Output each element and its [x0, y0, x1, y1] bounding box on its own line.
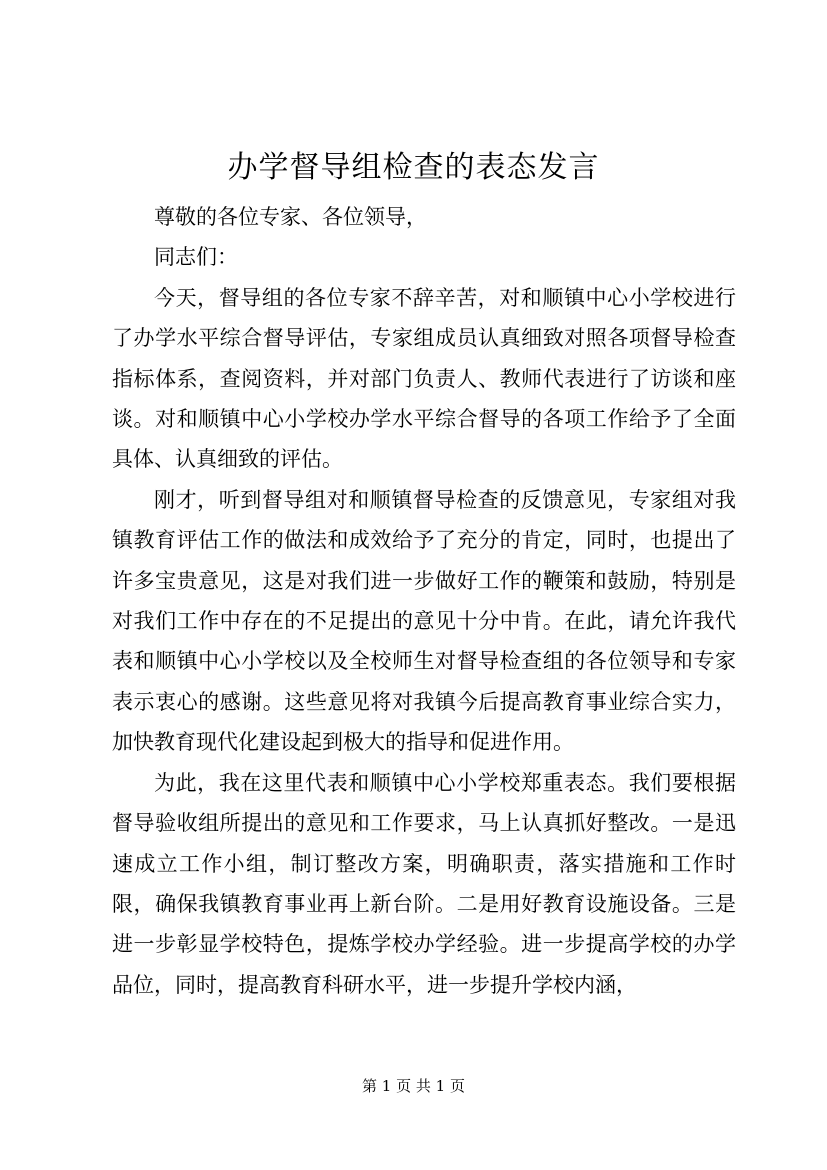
salutation-line: 同志们： [154, 245, 238, 270]
body-paragraph: 今天，督导组的各位专家不辞辛苦，对和顺镇中心小学校进行了办学水平综合督导评估，专家组成员认真细致对照各项督导检查指标体系，查阅资料，并对部门负责人、教师代表进行了访谈和座谈。对和顺镇中心小学校办学水平综合督导的各项工作给予了全面具体、认真细致的评估。 [112, 285, 736, 472]
document-body [112, 197, 736, 1005]
salutation-line: 尊敬的各位专家、各位领导， [154, 205, 427, 229]
document-title: 办学督导组检查的表态发言 [227, 150, 600, 185]
page-number-footer: 第 1 页 共 1 页 [362, 1077, 465, 1095]
body-paragraph: 为此，我在这里代表和顺镇中心小学校郑重表态。我们要根据督导验收组所提出的意见和工作要求，马上认真抓好整改。一是迅速成立工作小组，制订整改方案，明确职责，落实措施和工作时限，确保我镇教育事业再上新台阶。二是用好教育设施设备。三是进一步彰显学校特色，提炼学校办学经验。进一步提高学校的办学品位，同时，提高教育科研水平，进一步提升学校内涵， [112, 770, 736, 997]
body-paragraph: 刚才，听到督导组对和顺镇督导检查的反馈意见，专家组对我镇教育评估工作的做法和成效给予了充分的肯定，同时，也提出了许多宝贵意见，这是对我们进一步做好工作的鞭策和鼓励，特别是对我们工作中存在的不足提出的意见十分中肯。在此，请允许我代表和顺镇中心小学校以及全校师生对督导检查组的各位领导和专家表示衷心的感谢。这些意见将对我镇今后提高教育事业综合实力，加快教育现代化建设起到极大的指导和促进作用。 [112, 487, 736, 755]
